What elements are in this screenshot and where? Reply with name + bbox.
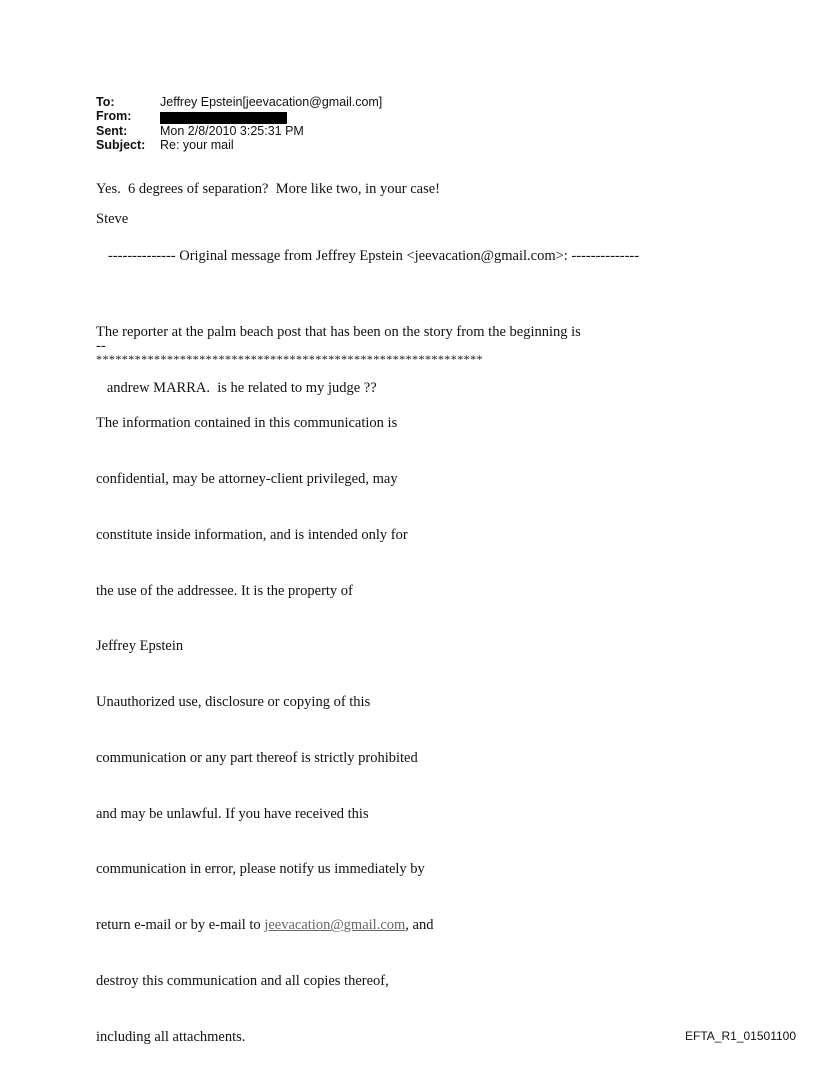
sent-row — [96, 124, 382, 139]
email-header — [96, 95, 382, 153]
subject-value: Re: your mail — [160, 138, 234, 153]
original-message-divider: -------------- Original message from Jeffrey Epstein <jeevacation@gmail.com>: -------------- — [108, 248, 640, 264]
from-label: From: — [96, 109, 132, 124]
redaction-bar — [160, 112, 287, 124]
disclaimer-line: confidential, may be attorney-client privileged, may — [96, 470, 398, 487]
subject-label: Subject: — [96, 138, 146, 153]
to-value: Jeffrey Epstein[jeevacation@gmail.com] — [160, 94, 383, 109]
disclaimer-line: communication or any part thereof is strictly prohibited — [96, 749, 418, 766]
disclaimer-line-with-link — [96, 916, 433, 935]
subject-row — [96, 139, 382, 154]
disclaimer-line: constitute inside information, and is intended only for — [96, 526, 408, 543]
sent-label: Sent: — [96, 123, 128, 138]
disclaimer-line: Jeffrey Epstein — [96, 638, 184, 655]
signature-stars: ************************************************************ — [96, 352, 483, 366]
email-link[interactable]: jeevacation@gmail.com — [264, 917, 406, 934]
disclaimer-line: Unauthorized use, disclosure or copying of this — [96, 694, 371, 711]
sent-value: Mon 2/8/2010 3:25:31 PM — [160, 123, 304, 138]
document-id: EFTA_R1_01501100 — [685, 1029, 796, 1043]
from-row — [96, 110, 382, 125]
disclaimer-line: communication in error, please notify us immediately by — [96, 861, 425, 878]
confidentiality-disclaimer — [96, 377, 433, 1065]
disclaimer-line: the use of the addressee. It is the property of — [96, 582, 353, 599]
to-row — [96, 95, 382, 110]
disclaimer-line: The information contained in this communication is — [96, 415, 398, 432]
return-suffix: , and — [405, 917, 434, 934]
to-label: To: — [96, 94, 115, 109]
disclaimer-line: destroy this communication and all copies thereof, — [96, 973, 389, 989]
disclaimer-line: and may be unlawful. If you have received this — [96, 805, 369, 822]
message-signoff: Steve — [96, 211, 129, 227]
original-body-line: andrew MARRA. is he related to my judge ?? — [96, 379, 377, 396]
return-prefix: return e-mail or by e-mail to — [96, 917, 265, 934]
message-body: Yes. 6 degrees of separation? More like two, in your case! — [96, 181, 441, 197]
signature-separator: -- — [96, 338, 106, 354]
disclaimer-line: including all attachments. — [96, 1028, 246, 1045]
original-body-line: The reporter at the palm beach post that has been on the story from the beginning is — [96, 324, 581, 341]
